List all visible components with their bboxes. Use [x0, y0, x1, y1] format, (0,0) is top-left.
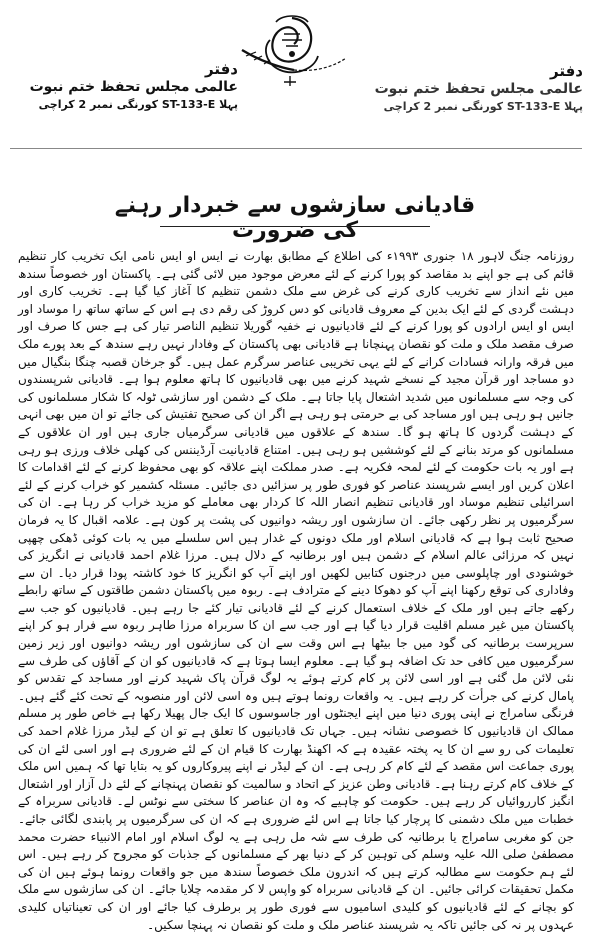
document-body — [18, 248, 574, 932]
organization-name: عالمی مجلس تحفظ ختم نبوت — [29, 79, 238, 95]
title-underline — [160, 226, 430, 227]
body-paragraph: روزنامہ جنگ لاہور ۱۸ جنوری ۱۹۹۳ء کی اطلاع کے مطابق بھارت نے ایس او ایس نامی ایک تخریب کار تنظیم قائم کی ہے جو اپنے بد مقاصد کو پورا کرنے کے لئے معرض موجود میں لائی گئی ہے۔ پاکستان اور خصوصاً سندھ میں نئے انداز سے تخریب کاری کرنے کی غرض سے ملک دشمن تنظیم کا آغاز کیا گیا ہے۔ تخریب کاری اور دہشت گردی کے لئے ایک بدین کے معروف قادیانی کو دس کروڑ کی رقم دی ہے اس کے ساتھ ساتھ را موساد اور ایس او ایس ارادوں کو پورا کرنے کے لئے قادیانیوں نے خفیہ گوریلا تنظیم الناصر تیار کی ہے جس کا صرف اور صرف مقصد ملک و ملت کو نقصان پہنچانا ہے قادیانی بھی پاکستان کے وفادار نہیں رہے سندھ کے بعد پورے ملک میں فرقہ وارانہ فسادات کرانے کے لئے یہی تخریبی عناصر سرگرم عمل ہیں۔ گو جرخان قصبہ چنگا بنگیال میں دو مساجد اور قرآن مجید کے نسخے شہید کرنے میں بھی قادیانیوں کا ہاتھ معلوم ہوا ہے۔ قادیانی شرپسندوں کی وجہ سے مسلمانوں میں شدید اشتعال پایا جاتا ہے۔ ملک کے دشمن اور سازشی ٹولہ کا شکار مسلمانوں کی جانیں ہو رہی ہیں اور مساجد کی بے حرمتی ہو رہی ہے اگر ان کی صحیح تفتیش کی جائے تو ان میں بھی انہی کے دہشت گردوں کا ہاتھ ہو گا۔ سندھ کے علاقوں میں قادیانی سرگرمیاں جاری ہیں اور ان علاقوں کے مسلمانوں کو مرتد بنانے کے لئے کوششیں ہو رہی ہیں۔ امتناع قادیانیت آرڈیننس کی کھلی خلاف ورزی ہو رہی ہے اور یہ بات حکومت کے لئے لمحہ فکریہ ہے۔ صدر مملکت اپنے علاقہ کو بھی محفوظ کرنے کے لئے اقدامات کا اعلان کریں اور ایسے شرپسند عناصر کو فوری طور پر سزائیں دی جائیں۔ مسئلہ کشمیر کو خراب کرنے کے لئے اسرائیلی تنظیم موساد اور قادیانی تنظیم انصار اللہ کا کردار بھی معاملے کو مزید خراب کر رہا ہے۔ ان کی سرگرمیوں پر نظر رکھی جائے۔ ان سازشوں اور ریشہ دوانیوں کی پشت پر کون ہے۔ علامہ اقبال کا یہ فرمان صحیح ثابت ہوا ہے کہ قادیانی اسلام اور ملک دونوں کے غدار ہیں اس سلسلے میں یہ بات کوئی ڈھکی چھپی نہیں کہ مرزائی عالم اسلام کے دشمن ہیں اور برطانیہ کے دلال ہیں۔ مرزا غلام احمد قادیانی نے انگریز کی خوشنودی اور چاپلوسی میں درجنوں کتابیں لکھیں اور اپنے آپ کو انگریز کا خود کاشتہ پودا قرار دیا۔ ان سے وفاداری کی توقع رکھنا اپنے آپ کو دھوکا دینے کے مترادف ہے۔ ربوہ میں پاکستان دشمن طاقتوں کے ساتھ رابطے رکھے جاتے ہیں اور ملک کے خلاف استعمال کرنے کے لئے قادیانی تیار کئے جا رہے ہیں۔ قادیانیوں کو جب سے پاکستان میں غیر مسلم اقلیت قرار دیا گیا ہے اور جب سے ان کا سربراہ مرزا طاہر ربوہ سے فرار ہو کر اپنے سرپرست برطانیہ کی گود میں جا بیٹھا ہے اس وقت سے ان کی سازشوں اور ریشہ دوانیوں اور زیر زمین سرگرمیوں میں کافی حد تک اضافہ ہو گیا ہے۔ معلوم ایسا ہوتا ہے کہ قادیانیوں کو ان کے آقاؤں کی طرف سے نئی لائن مل گئی ہے اور اسی لائن پر کام کرتے ہوئے یہ لوگ قرآن پاک شہید کرنے اور مساجد کے تقدس کو پامال کرنے کی جرأت کر رہے ہیں۔ یہ واقعات رونما ہوتے ہیں وہ اسی لائن اور منصوبہ کے تحت کئے گئے ہیں۔ فرنگی سامراج نے اپنی پوری دنیا میں اپنے ایجنٹوں اور جاسوسوں کا ایک جال پھیلا رکھا ہے خاص طور پر مسلم ممالک ان قادیانیوں کا خصوصی نشانہ ہیں۔ جہاں تک قادیانیوں کا تعلق ہے تو ان کے لیڈر مرزا غلام احمد کی تعلیمات کی رو سے ان کا یہ پختہ عقیدہ ہے کہ اکھنڈ بھارت کا قیام ان کے لئے ضروری ہے اور اسی لئے ان کی پوری جماعت اس مقصد کے لئے کام کر رہی ہے۔ ان کے لیڈر نے اپنے پیروکاروں کو یہ بتایا تھا کہ ہمیں اس ملک کے خلاف کام کرتے رہنا ہے۔ قادیانی وطن عزیز کے اتحاد و سالمیت کو نقصان پہنچانے کے لئے دل آزار اور اشتعال انگیز کارروائیاں کر رہے ہیں۔ حکومت کو چاہیے کہ وہ ان عناصر کا سختی سے نوٹس لے۔ قادیانی سربراہ کے خطبات میں ملک دشمنی کا پرچار کیا جاتا ہے اس لئے ضروری ہے کہ ان کی سرگرمیوں پر پابندی لگائی جائے۔ جن کو مغربی سامراج یا برطانیہ کی طرف سے شہ مل رہی ہے یہ لوگ اسلام اور امام الانبیاء حضرت محمد مصطفیٰ صلی اللہ علیہ وسلم کی توہین کر کے دنیا بھر کے مسلمانوں کے جذبات کو مجروح کر رہے ہیں۔ اس لئے ہم حکومت سے مطالبہ کرتے ہیں کہ اندرون ملک خصوصاً سندھ میں جو واقعات رونما ہوئے ہیں ان کی مکمل تحقیقات کرائی جائیں۔ ان کے قادیانی سربراہ کو واپس لا کر مقدمہ چلایا جائے۔ ان کی سازشوں سے ملک کو بچانے کے لئے قادیانیوں کو کلیدی اسامیوں سے فوری طور پر برطرف کیا جائے اور ان کی تعیناتیاں کلیدی عہدوں پر نہ کی جائیں تاکہ یہ شرپسند عناصر ملک و ملت کو نقصان نہ پہنچا سکیں۔ — [18, 249, 574, 932]
letterhead-right-block — [368, 62, 583, 114]
office-address: پہلا ST-133-E کورنگی نمبر 2 کراچی — [38, 98, 238, 111]
letterhead-divider — [10, 148, 582, 149]
calligraphy-seal-icon — [232, 10, 352, 90]
office-label-duplicate: دفتر — [550, 62, 583, 80]
letterhead — [0, 0, 590, 150]
office-label: دفتر — [205, 60, 238, 78]
document-title: قادیانی سازشوں سے خبردار رہنے کی ضرورت — [114, 193, 476, 243]
organization-name-duplicate: عالمی مجلس تحفظ ختم نبوت — [374, 81, 583, 97]
letterhead-left-block — [8, 60, 238, 112]
office-address-duplicate: پہلا ST-133-E کورنگی نمبر 2 کراچی — [383, 100, 583, 113]
